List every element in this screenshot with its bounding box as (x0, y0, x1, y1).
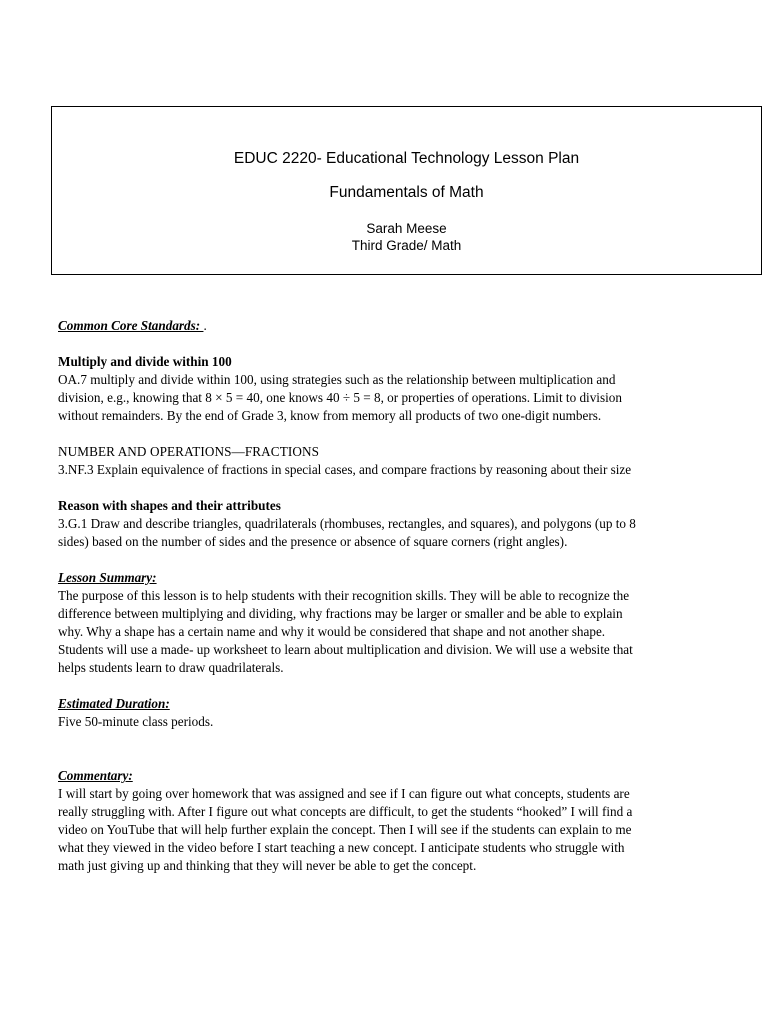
standard-1-line: OA.7 multiply and divide within 100, using strategies such as the relationship between multiplication and (58, 372, 616, 387)
commentary-line: video on YouTube that will help further explain the concept. Then I will see if the students can explain to me (58, 822, 632, 837)
standard-3-title: Reason with shapes and their attributes (58, 498, 281, 513)
standard-1-line: without remainders. By the end of Grade 3, know from memory all products of two one-digit numbers. (58, 408, 602, 423)
standard-1-line: division, e.g., knowing that 8 × 5 = 40, one knows 40 ÷ 5 = 8, or properties of operations. Limit to division (58, 390, 622, 405)
summary-line: why. Why a shape has a certain name and why it would be considered that shape and not another shape. (58, 624, 606, 639)
duration-text: Five 50-minute class periods. (58, 714, 214, 729)
commentary-line: I will start by going over homework that was assigned and see if I can figure out what concepts, students are (58, 786, 630, 801)
standard-2-line: 3.NF.3 Explain equivalence of fractions in special cases, and compare fractions by reasoning about their size (58, 462, 632, 477)
commentary-line: really struggling with. After I figure out what concepts are difficult, to get the students “hooked” I will find a (58, 804, 633, 819)
standards-heading-line (58, 317, 722, 335)
standard-1-title: Multiply and divide within 100 (58, 354, 232, 369)
standards-heading-trail: . (203, 318, 207, 333)
duration-heading: Estimated Duration: (58, 696, 170, 711)
summary-line: helps students learn to draw quadrilaterals. (58, 660, 284, 675)
standards-heading: Common Core Standards: (58, 318, 204, 333)
standard-3-line: 3.G.1 Draw and describe triangles, quadrilaterals (rhombuses, rectangles, and squares), and polygons (up to 8 (58, 516, 636, 531)
summary-line: Students will use a made- up worksheet to learn about multiplication and division. We will use a website that (58, 642, 633, 657)
title-box (51, 106, 762, 275)
grade-subject: Third Grade/ Math (351, 238, 462, 253)
summary-line: The purpose of this lesson is to help students with their recognition skills. They will be able to recognize the (58, 588, 630, 603)
commentary-line: math just giving up and thinking that they will never be able to get the concept. (58, 858, 477, 873)
commentary-line: what they viewed in the video before I start teaching a new concept. I anticipate students who struggle with (58, 840, 625, 855)
commentary-heading: Commentary: (58, 768, 133, 783)
summary-line: difference between multiplying and dividing, why fractions may be larger or smaller and be able to explain (58, 606, 623, 621)
course-title: EDUC 2220- Educational Technology Lesson Plan (233, 150, 580, 167)
summary-heading: Lesson Summary: (58, 570, 157, 585)
lesson-title: Fundamentals of Math (329, 184, 484, 201)
author-name: Sarah Meese (366, 221, 447, 236)
document-body (58, 317, 722, 875)
standard-2-title: NUMBER AND OPERATIONS—FRACTIONS (58, 444, 320, 459)
standard-3-line: sides) based on the number of sides and the presence or absence of square corners (right angles). (58, 534, 568, 549)
